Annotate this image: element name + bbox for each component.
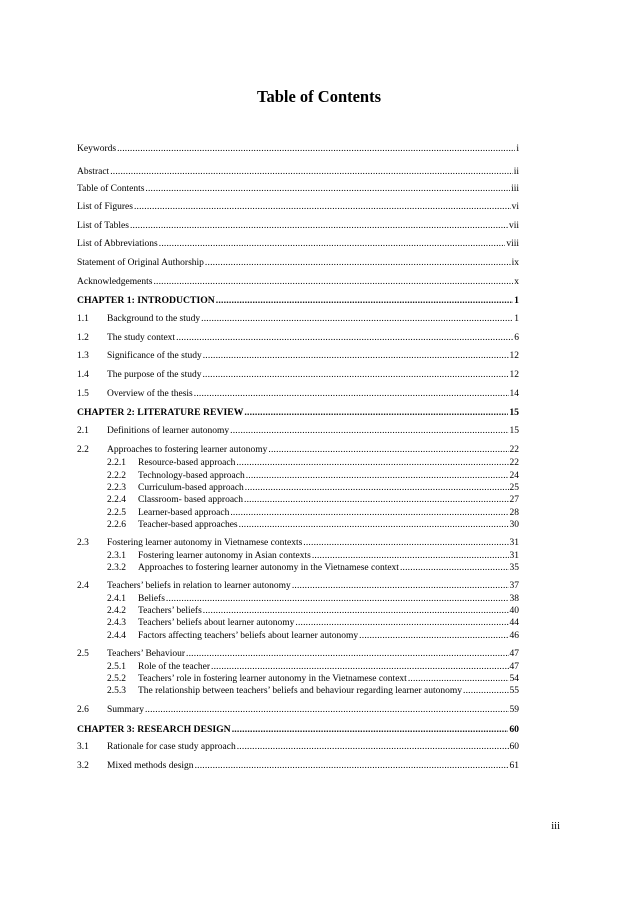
toc-section[interactable] bbox=[77, 741, 519, 754]
toc-page: 1 bbox=[514, 314, 519, 324]
dot-leader bbox=[195, 760, 509, 773]
toc-page: 24 bbox=[509, 471, 519, 481]
dot-leader bbox=[145, 704, 509, 717]
dot-leader bbox=[237, 741, 509, 754]
toc-label: Teachers’ beliefs in relation to learner autonomy bbox=[107, 581, 291, 591]
toc-label: Mixed methods design bbox=[107, 761, 194, 771]
toc-number: 2.4.3 bbox=[107, 618, 126, 628]
toc-page: 37 bbox=[509, 581, 519, 591]
toc-label: Fostering learner autonomy in Vietnamese contexts bbox=[107, 538, 303, 548]
toc-number: 2.3.1 bbox=[107, 551, 126, 561]
toc-subsection[interactable] bbox=[107, 562, 519, 575]
toc-label: Overview of the thesis bbox=[107, 389, 193, 399]
toc-page: 1 bbox=[514, 295, 519, 306]
dot-leader bbox=[359, 630, 508, 643]
toc-page: 47 bbox=[509, 649, 519, 659]
toc-number: 2.5.3 bbox=[107, 686, 126, 696]
toc-number: 2.2.4 bbox=[107, 495, 126, 505]
toc-page: vii bbox=[508, 221, 519, 231]
toc-label: Classroom- based approach bbox=[138, 495, 243, 505]
toc-label: Teachers’ beliefs about learner autonomy bbox=[138, 618, 295, 628]
dot-leader bbox=[400, 562, 509, 575]
toc-number: 2.2.1 bbox=[107, 458, 126, 468]
toc-page: 31 bbox=[509, 538, 519, 548]
dot-leader bbox=[145, 183, 510, 196]
toc-page: 30 bbox=[509, 520, 519, 530]
toc-page: 55 bbox=[509, 686, 519, 696]
toc-page: ii bbox=[513, 167, 519, 177]
page-title: Table of Contents bbox=[256, 87, 382, 106]
dot-leader bbox=[117, 143, 515, 156]
toc-label: CHAPTER 2: LITERATURE REVIEW bbox=[77, 407, 244, 418]
dot-leader bbox=[295, 617, 508, 630]
toc-subsection[interactable] bbox=[107, 494, 519, 507]
toc-label: List of Tables bbox=[77, 221, 129, 231]
toc-section[interactable] bbox=[77, 444, 519, 457]
toc-number: 3.2 bbox=[77, 761, 89, 771]
toc-entry-abstract[interactable] bbox=[77, 166, 519, 179]
toc-chapter-3[interactable] bbox=[77, 723, 519, 736]
toc-page: 35 bbox=[509, 563, 519, 573]
toc-label: Teachers’ role in fostering learner autonomy in the Vietnamese context bbox=[138, 674, 407, 684]
dot-leader bbox=[159, 238, 506, 251]
dot-leader bbox=[202, 369, 508, 382]
toc-page: 54 bbox=[509, 674, 519, 684]
toc-label: Approaches to fostering learner autonomy in the Vietnamese context bbox=[138, 563, 399, 573]
toc-page: 59 bbox=[509, 705, 519, 715]
toc-number: 2.4.4 bbox=[107, 631, 126, 641]
toc-number: 2.5.2 bbox=[107, 674, 126, 684]
toc-subsection[interactable] bbox=[107, 457, 519, 470]
toc-label: Curriculum-based approach bbox=[138, 483, 244, 493]
toc-label: Abstract bbox=[77, 167, 110, 177]
toc-label: Resource-based approach bbox=[138, 458, 236, 468]
toc-label: The study context bbox=[107, 333, 176, 343]
toc-entry-table-of-contents[interactable] bbox=[77, 183, 519, 196]
toc-label: Rationale for case study approach bbox=[107, 742, 236, 752]
dot-leader bbox=[130, 220, 508, 233]
toc-page: 6 bbox=[514, 333, 519, 343]
toc-page: x bbox=[514, 277, 519, 287]
toc-number: 2.2.3 bbox=[107, 483, 126, 493]
dot-leader bbox=[463, 685, 508, 698]
toc-label: List of Abbreviations bbox=[77, 239, 158, 249]
toc-page: 60 bbox=[509, 724, 519, 735]
toc-section[interactable] bbox=[77, 313, 519, 326]
dot-leader bbox=[244, 406, 508, 419]
toc-label: Keywords bbox=[77, 144, 117, 154]
toc-entry-list-of-abbreviations[interactable] bbox=[77, 238, 519, 251]
dot-leader bbox=[216, 294, 513, 307]
toc-label: Teacher-based approaches bbox=[138, 520, 238, 530]
toc-entry-list-of-tables[interactable] bbox=[77, 220, 519, 233]
toc-number: 3.1 bbox=[77, 742, 89, 752]
toc-page: 12 bbox=[509, 351, 519, 361]
toc-number: 2.1 bbox=[77, 426, 89, 436]
toc-subsection[interactable] bbox=[107, 630, 519, 643]
toc-page: 47 bbox=[509, 662, 519, 672]
toc-chapter-1[interactable] bbox=[77, 294, 519, 307]
toc-label: CHAPTER 1: INTRODUCTION bbox=[77, 295, 215, 306]
toc-number: 1.4 bbox=[77, 370, 89, 380]
toc-label: Learner-based approach bbox=[138, 508, 230, 518]
toc-page: 28 bbox=[509, 508, 519, 518]
toc-section[interactable] bbox=[77, 580, 519, 593]
toc-label: The relationship between teachers’ beliefs and behaviour regarding learner autonomy bbox=[138, 686, 463, 696]
toc-label: Teachers’ beliefs bbox=[138, 606, 202, 616]
toc-number: 1.3 bbox=[77, 351, 89, 361]
toc-page: i bbox=[516, 144, 519, 154]
toc-number: 2.4.1 bbox=[107, 594, 126, 604]
toc-page: viii bbox=[506, 239, 519, 249]
toc-page: iii bbox=[511, 184, 519, 194]
toc-subsection[interactable] bbox=[107, 685, 519, 698]
toc-number: 2.3.2 bbox=[107, 563, 126, 573]
toc-page: 31 bbox=[509, 551, 519, 561]
toc-label: Beliefs bbox=[138, 594, 165, 604]
dot-leader bbox=[239, 519, 509, 532]
toc-page: 15 bbox=[509, 426, 519, 436]
toc-number: 2.2 bbox=[77, 445, 89, 455]
dot-leader bbox=[176, 332, 513, 345]
toc-page: 15 bbox=[509, 407, 519, 418]
dot-leader bbox=[194, 388, 509, 401]
dot-leader bbox=[186, 648, 508, 661]
toc-number: 1.2 bbox=[77, 333, 89, 343]
toc-label: Fostering learner autonomy in Asian contexts bbox=[138, 551, 311, 561]
toc-label: Table of Contents bbox=[77, 184, 145, 194]
page-number: iii bbox=[551, 821, 560, 832]
toc-section[interactable] bbox=[77, 332, 519, 345]
toc-label: Significance of the study bbox=[107, 351, 202, 361]
dot-leader bbox=[268, 444, 508, 457]
toc-page: 14 bbox=[509, 389, 519, 399]
toc-label: Teachers’ Behaviour bbox=[107, 649, 186, 659]
dot-leader bbox=[303, 537, 508, 550]
toc-section[interactable] bbox=[77, 388, 519, 401]
toc-page: 27 bbox=[509, 495, 519, 505]
toc-page: 46 bbox=[509, 631, 519, 641]
toc-page: 40 bbox=[509, 606, 519, 616]
toc-subsection[interactable] bbox=[107, 617, 519, 630]
toc-number: 2.6 bbox=[77, 705, 89, 715]
toc-page: vi bbox=[511, 202, 519, 212]
toc-section[interactable] bbox=[77, 425, 519, 438]
toc-section[interactable] bbox=[77, 369, 519, 382]
toc-section[interactable] bbox=[77, 648, 519, 661]
toc-number: 2.4.2 bbox=[107, 606, 126, 616]
toc-page: 22 bbox=[509, 445, 519, 455]
toc-entry-statement[interactable] bbox=[77, 257, 519, 270]
toc-page: 22 bbox=[509, 458, 519, 468]
toc-label: Technology-based approach bbox=[138, 471, 245, 481]
toc-page: 60 bbox=[509, 742, 519, 752]
toc-number: 2.5.1 bbox=[107, 662, 126, 672]
toc-page: 44 bbox=[509, 618, 519, 628]
toc-page: ix bbox=[511, 258, 519, 268]
toc-number: 2.2.5 bbox=[107, 508, 126, 518]
toc-subsection[interactable] bbox=[107, 519, 519, 532]
dot-leader bbox=[292, 580, 509, 593]
dot-leader bbox=[153, 276, 513, 289]
toc-page: 38 bbox=[509, 594, 519, 604]
toc-label: CHAPTER 3: RESEARCH DESIGN bbox=[77, 724, 231, 735]
toc-label: Summary bbox=[107, 705, 144, 715]
toc-page: 25 bbox=[509, 483, 519, 493]
dot-leader bbox=[201, 313, 513, 326]
toc-label: The purpose of the study bbox=[107, 370, 202, 380]
toc-entry-list-of-figures[interactable] bbox=[77, 201, 519, 214]
toc-label: Statement of Original Authorship bbox=[77, 258, 204, 268]
toc-label: Factors affecting teachers’ beliefs about learner autonomy bbox=[138, 631, 359, 641]
toc-chapter-2[interactable] bbox=[77, 406, 519, 419]
dot-leader bbox=[203, 350, 509, 363]
toc-number: 2.4 bbox=[77, 581, 89, 591]
toc-label: Approaches to fostering learner autonomy bbox=[107, 445, 268, 455]
toc-section[interactable] bbox=[77, 537, 519, 550]
toc-entry-keywords[interactable] bbox=[77, 143, 519, 156]
dot-leader bbox=[110, 166, 513, 179]
toc-section[interactable] bbox=[77, 704, 519, 717]
dot-leader bbox=[205, 257, 511, 270]
toc-label: Role of the teacher bbox=[138, 662, 211, 672]
toc-page: 61 bbox=[509, 761, 519, 771]
toc-entry-acknowledgements[interactable] bbox=[77, 276, 519, 289]
toc-label: Acknowledgements bbox=[77, 277, 153, 287]
toc-number: 2.3 bbox=[77, 538, 89, 548]
toc-section[interactable] bbox=[77, 760, 519, 773]
toc-number: 2.5 bbox=[77, 649, 89, 659]
dot-leader bbox=[244, 494, 509, 507]
dot-leader bbox=[232, 723, 509, 736]
toc-number: 2.2.2 bbox=[107, 471, 126, 481]
toc-label: Definitions of learner autonomy bbox=[107, 426, 230, 436]
toc-number: 2.2.6 bbox=[107, 520, 126, 530]
toc-page: 12 bbox=[509, 370, 519, 380]
toc-number: 1.5 bbox=[77, 389, 89, 399]
dot-leader bbox=[230, 425, 508, 438]
dot-leader bbox=[236, 457, 508, 470]
toc-label: Background to the study bbox=[107, 314, 201, 324]
toc-number: 1.1 bbox=[77, 314, 89, 324]
dot-leader bbox=[134, 201, 511, 214]
toc-section[interactable] bbox=[77, 350, 519, 363]
toc-label: List of Figures bbox=[77, 202, 133, 212]
